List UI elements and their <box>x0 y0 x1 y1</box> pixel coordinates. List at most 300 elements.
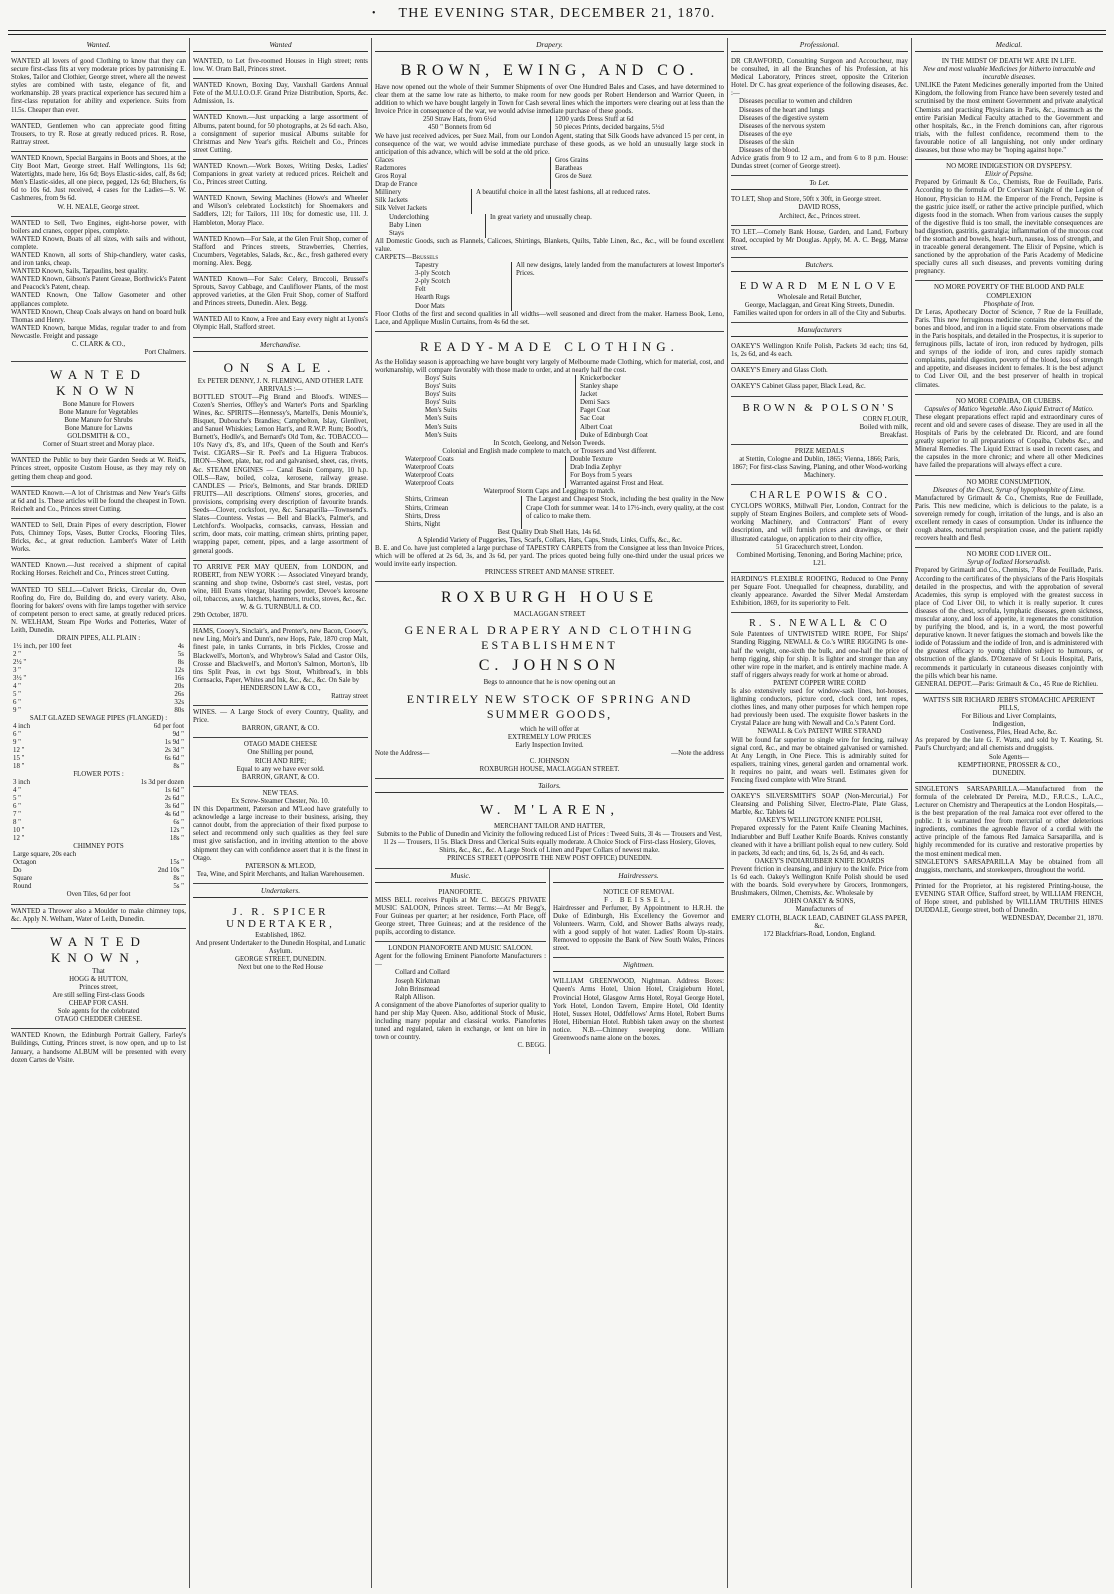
ad-text: EXTREMELY LOW PRICES <box>507 733 592 741</box>
ad-signature: Port Chalmers. <box>144 349 186 357</box>
ad-line: Established, 1862. <box>255 931 306 939</box>
ad-text: A Splendid Variety of Puggeries, Ties, Scarfs, Collars, Hats, Caps, Studs, Links, Cuffs, &c., &c. <box>417 536 682 544</box>
ad-powis <box>731 485 908 573</box>
boys-suits-list <box>375 375 724 407</box>
flower-pot-cell: 2s 6d " <box>164 795 184 803</box>
ad-text: Hairdresser and Perfumer, By Appointment to H.R.H. the Duke of Edinburgh, His Excellency the Governor and Volunteers. Warm, Cold, and Shower Baths always ready, with a good supply of hot water. Ladies' Room Up-stairs. Removed to opposite the Bank of New South Wales, Princes street. <box>553 904 724 953</box>
ad-signature: GOLDSMITH & CO., <box>67 433 130 441</box>
list-item: Men's Suits <box>425 431 458 439</box>
sewage-price-cell: 4 inch <box>13 723 31 731</box>
list-item: Boys' Suits <box>425 391 456 399</box>
list-item: Joseph Kirkman <box>395 977 440 985</box>
ad-line: And present Undertaker to the Dunedin Hospital, and Lunatic Asylum. <box>195 939 366 956</box>
ad-text: GENERAL DEPOT.—Paris: Grimault & Co., 45 Rue de Richlieu. <box>915 680 1098 688</box>
ad-text: WANTED, to Let five-roomed Houses in High street; rents low. W. Oram Ball, Princes street. <box>193 58 368 74</box>
ad-signature: Rattray street <box>331 693 368 700</box>
chimney-pot-cell: Do <box>13 867 22 875</box>
sewage-price-row <box>11 723 186 731</box>
ad-text: UNLIKE the Patent Medicines generally imported from the United Kingdom, the following from France have been severely tested and scrutinised by the most eminent Government and private analytical Chemists and practising Physicians in Paris, &c., inasmuch as the entire Parisian Medical Faculty attached to the Government and other hospitals, &c., in the French dominions can, after rigorous trials, with the fullest confidence, recommend them to the favourable notice of all languishing, not only under ordinary diseases, but those who may be "hoping against hope." <box>915 82 1103 155</box>
flower-pot-row <box>11 835 186 843</box>
ad-text: Sole Patentees of UNTWISTED WIRE ROPE, For Ships' Standing Rigging, NEWALL & Co.'s WIRE RIGGING Is one-half the weight, one-sixth the bulk, and one-half the price of hemp rigging, ship for ship. It is lighter and stronger than any other wire rope in the market, and is entirely machine made. A staff of riggers always ready for work at home or abroad. <box>731 631 908 679</box>
list-item: Diseases of the skin <box>739 138 794 146</box>
price-title: FLOWER POTS : <box>73 771 124 779</box>
ad-text: TO ARRIVE PER MAY QUEEN, from LONDON, and ROBERT, from NEW YORK :— Associated Vineyard brandy, scanning and shop twine, Osborne's cast steel, vestas, port wine, Hill Evans vinegar, blasting powder, Devoe's kerosene oil, tobaccos, axes, hatchets, hammers, trucks, stoves, &c., &c. <box>193 563 368 603</box>
ad-line: For Bilious and Liver Complaints, <box>961 713 1057 721</box>
ad-subtitle: Diseases of the Chest, Syrup of hypophosphite of Lime. <box>933 486 1085 494</box>
ad-vauxhall <box>193 79 368 111</box>
ad-text: WANTED a Thrower also a Moulder to make chimney tops, &c. Apply N. Welham, Water of Leith, Dunedin. <box>11 907 186 923</box>
ad-line: GEORGE STREET, DUNEDIN. <box>235 956 326 964</box>
ad-albums <box>193 111 368 159</box>
ad-title: LONDON PIANOFORTE AND MUSIC SALOON. <box>388 945 533 953</box>
chimney-pot-cell: 15s " <box>169 859 184 867</box>
carpets-title: CARPETS—Brussels <box>375 253 439 261</box>
list-item: 2-ply Scotch <box>415 278 451 286</box>
ad-text: Submits to the Public of Dunedin and Vicinity the following reduced List of Prices : Tweed Suits, 3l 4s — Trousers and Vest, 1l 2s — Trousers, 1l 5s. Black Dress and Clerical Suits equally moderate. A Choice Stock of First-class Hosiery, Gloves, Shirts, &c., &c., &c. A Large Stock of Linen and Paper Collars of newest make. <box>377 831 722 855</box>
list-item: Collard and Collard <box>395 969 450 977</box>
ad-signature: BARRON, GRANT, & CO. <box>241 773 320 781</box>
ad-line: That <box>92 967 105 975</box>
ad-text: WANTED All to Know, a Free and Easy every night at Lyons's Olympic Hall, Stafford street. <box>193 316 368 332</box>
ad-heading: ENTIRELY NEW STOCK OF SPRING AND SUMMER GOODS, <box>406 691 693 721</box>
ad-text: WANTED all lovers of good Clothing to know that they can secure first-class fits at very moderate prices by patronising E. Stokes, Tailor and Clothier, George street, where all the newest styles are combined with taste, elegance of fit, and workmanship. 28 years practical experience has secured him a first-class reputation for ability and experience. Suits from 1l.5s. Cheaper than ever. <box>11 58 186 114</box>
column-2 <box>190 38 372 1588</box>
column-3 <box>372 38 728 1588</box>
list-item: Silk Velvet Jackets <box>375 205 427 213</box>
flower-pot-cell: 4 " <box>13 787 21 795</box>
ad-line: Equal to any we have ever sold. <box>236 765 325 773</box>
ad-text: WANTED Known.—Just unpacking a large assortment of Albums, patent bound, for 50 photographs, at 2s 6d each. Also, a consignment of superior musical Albums suitable for Christmas and New Year's gifts. Reichelt and Co., Princes street Cutting. <box>193 114 368 154</box>
ad-to-arrive <box>193 561 368 626</box>
section-heading-undertakers: Undertakers. <box>193 884 368 898</box>
ad-subtitle: Ex Screw-Steamer Chester, No. 10. <box>231 797 330 805</box>
flower-pot-cell: 12 " <box>13 835 25 843</box>
ad-crawford <box>731 55 908 176</box>
ad-text: MISS BELL receives Pupils at Mr C. BEGG'S PRIVATE MUSIC SALOON, Princes street. Terms:—At Mr Begg's, Four Guineas per quarter; at her residence, Forth Place, off George street, Three Guineas; and at the residence of the pupils, according to distance. <box>375 896 546 937</box>
ad-hams <box>193 625 368 706</box>
ad-text: WANTED Known.—Work Boxes, Writing Desks, Ladies' Companions in great variety at reduced prices. Reichelt and Co., Princes street Cutting. <box>193 162 368 187</box>
flower-pot-row <box>11 819 186 827</box>
chimney-pot-cell: Square <box>13 875 33 883</box>
list-item: Glaces <box>375 156 394 164</box>
ad-title: NO MORE COPAIBA, OR CUBEBS. <box>955 397 1063 405</box>
ad-ready-made-clothing <box>375 332 724 583</box>
list-item: Sac Coat <box>580 415 605 423</box>
sewage-price-row <box>11 763 186 771</box>
ad-text: WANTED Known, all sorts of Ship-chandlery, water casks, and iron tanks, cheap. <box>11 251 186 268</box>
list-item: Bone Manure for Vegetables <box>59 409 138 417</box>
ad-address: PRINCESS STREET AND MANSE STREET. <box>484 569 615 577</box>
list-item: Shirts, Crimean <box>405 496 449 504</box>
ad-signature: W. & G. TURNBULL & CO. <box>239 604 322 612</box>
ad-spicer <box>193 901 368 976</box>
flower-pot-cell: 18s " <box>169 835 184 843</box>
ad-oakey-soap <box>731 790 908 943</box>
ad-name: F. BEISSEL, <box>604 896 673 904</box>
list-item: Shirts, Crimean <box>405 504 449 512</box>
ad-signature: BARRON, GRANT, & CO. <box>241 725 320 733</box>
ad-goldsmith <box>11 362 186 454</box>
ad-line: Costiveness, Piles, Head Ache, &c. <box>960 729 1058 737</box>
ad-olympic-hall <box>193 313 368 337</box>
ad-line: Boiled with milk, <box>859 423 908 431</box>
note-left: Note the Address— <box>375 749 430 757</box>
list-item: 50 pieces Prints, decided bargains, 5½d <box>555 124 664 132</box>
list-item: Boys' Suits <box>425 383 456 391</box>
drain-price-cell: 4 " <box>13 683 21 691</box>
ad-consumption <box>915 476 1103 549</box>
ad-text: We have just received advices, per Suez Mail, from our London Agent, stating that Silk Goods have advanced 15 per cent, in consequence of the war, we would advise immediate purchase of these goods, as we hold an unusually large stock in anticipation of this advance, which will be sold at the old price. <box>375 132 724 156</box>
ad-text: WANTED, Gentlemen who can appreciate good fitting Trousers, to try R. Rose at greatly reduced prices. R. Rose, Rattray street. <box>11 122 186 146</box>
ad-text: DR CRAWFORD, Consulting Surgeon and Accoucheur, may be consulted, in all the Branches of his Profession, at his Medical Laboratory, Princes street, opposite the Criterion Hotel. Dr C. has great experience of the following diseases, &c. :— <box>731 58 908 98</box>
ad-oakey-polish <box>731 340 908 364</box>
ad-glen-fruit <box>193 233 368 273</box>
drain-price-row <box>11 643 186 651</box>
ad-text: WANTED Known, barque Midas, regular trader to and from Newcastle. Freight and passage <box>11 324 186 340</box>
list-item: Gros Royal <box>375 173 407 181</box>
flower-pot-cell: 10 " <box>13 827 25 835</box>
drain-price-cell: 20s <box>174 683 184 691</box>
section-heading-tailors: Tailors. <box>375 779 724 793</box>
ad-title: NO MORE COD LIVER OIL. <box>966 551 1052 559</box>
music-hair-row <box>375 869 724 1055</box>
list-item: 450 " Bonnets from 6d <box>428 124 491 132</box>
ad-text: Dr Leras, Apothecary Doctor of Science, 7 Rue de la Feuillade, Paris. This new ferruginous medicine contains the elements of the bones and blood, and iron in a liquid state. From observations made in the Paris hospitals, and detailed in the Prospectus, it is superior to ferruginous pills, lactate of iron, iron reduced by hydrogen, pills and syrups of the iodide of iron, and cures rapidly stomach complaints, painful digestion, poverty of the blood, loss of strength and appetite, and diseases incident to females. It is the best adjunct to Cod Liver Oil, and the best preserver of health in tropical climates. <box>915 308 1103 389</box>
list-item: 3-ply Scotch <box>415 270 451 278</box>
ad-brown-ewing <box>375 55 724 332</box>
ad-signature: C. BEGG. <box>517 1042 546 1050</box>
ad-line: Breakfast. <box>879 431 908 439</box>
drain-price-cell: 6 " <box>13 699 21 707</box>
silk-list <box>375 157 724 189</box>
list-item: Door Mats <box>415 302 445 310</box>
section-heading-to-let: To Let. <box>731 176 908 190</box>
flower-pot-cell: 5 " <box>13 795 21 803</box>
ad-title: ON SALE. <box>223 359 338 375</box>
sewage-price-row <box>11 731 186 739</box>
ad-clark-group <box>11 217 186 363</box>
ad-new-teas <box>193 787 368 884</box>
waterproof-list <box>375 456 724 488</box>
ad-text: Best Quality Drab Shell Hats, 14s 6d. <box>497 528 602 536</box>
ad-signature: C. CLARK & CO., <box>71 341 126 348</box>
ad-wines <box>193 706 368 738</box>
chimney-pot-row <box>11 859 186 867</box>
ad-title: IN THE MIDST OF DEATH WE ARE IN LIFE. <box>941 58 1077 65</box>
ad-address: 51 Gracechurch street, London. <box>775 543 864 551</box>
ad-title: J. R. SPICER UNDERTAKER, <box>226 905 335 930</box>
ad-text: Early Inspection Invited. <box>515 741 584 749</box>
ad-brown-polson <box>731 397 908 445</box>
masthead-rule-top <box>8 30 1106 31</box>
ad-roxburgh-house <box>375 582 724 779</box>
ad-text: WANTED Known, Boxing Day, Vauxhall Gardens Annual Fete of the M.U.I.O.O.F. Grand Prize Distribution, Sports, &c. Admission, 1s. <box>193 82 368 106</box>
ad-line: OTAGO CHEDDER CHEESE. <box>54 1016 143 1024</box>
list-item: Men's Suits <box>425 415 458 423</box>
ad-text: Have now opened out the whole of their Summer Shipments of over One Hundred Bales and Cases, and have determined to clear them at the same low rate as hitherto, to make room for new goods per Robert Henderson and Warrior Queen, in addition to which we have bought largely in Town for Cash several lines which the importers were clearing out at less than the Invoice Price in consequence of the war, we would advise inmediate purchase of these goods. <box>375 84 724 116</box>
chimney-pot-cell: 5s " <box>173 883 184 891</box>
ad-title: EDWARD MENLOVE <box>739 279 900 292</box>
ad-subtitle: NEWALL & Co's PATENT WIRE STRAND <box>757 728 882 736</box>
ad-text: SINGLETON'S SARSAPARILLA.—Manufactured from the formula of the celebrated Dr Pereira, M.D., F.R.C.S., L.A.C., Lecturer on Chemistry and Therapeutics at the London Hospitals,—is the best preparation of the real Jamaica root ever offered to the public. It is warranted free from mercurial or other deleterious ingredients, combines the agreeable flavor of a cordial with the active principle of the famous Red Jamaica Sarsaparilla, and is highly recommended for its curative and restorative properties by the most eminent medical men. <box>915 785 1103 858</box>
ad-text: WANTED Known, the Edinburgh Portrait Gallery, Farley's Buildings, Cutting, Princes street, is now open, and up to 1st January, a handsome ALBUM will be presented with every dozen Cartes de Visite. <box>11 1032 186 1064</box>
list-item: Drap de France <box>375 181 418 189</box>
list-item: 250 Straw Hats, from 6½d <box>422 116 497 124</box>
ad-text: WANTED Known, Boats of all sizes, with sails and without, complete. <box>11 235 186 251</box>
ad-list <box>11 401 186 433</box>
ad-address: ROXBURGH HOUSE, MACLAGGAN STREET. <box>479 766 620 773</box>
list-item: Waterproof Coats <box>405 464 454 472</box>
list-item: Bone Manure for Flowers <box>62 401 135 409</box>
drain-price-cell: 9 " <box>13 707 21 715</box>
ad-text: Begs to announce that he is now opening out an <box>483 679 616 687</box>
masthead-title: THE EVENING STAR, DECEMBER 21, 1870. <box>398 6 716 21</box>
section-heading-wanted: Wanted <box>193 38 368 52</box>
ad-text: WANTED Known, Gibson's Patent Grease, Borthwick's Patent and Peacock's Patent, cheap. <box>11 276 186 292</box>
ad-signature: Architect, &c., Princes street. <box>778 212 861 220</box>
flower-pot-cell: 6s " <box>173 819 184 827</box>
ad-text: HARDING'S FLEXIBLE ROOFING, Reduced to One Penny per Square Foot. Unequalled for cheapness, durability, and cleanly appearance. Awarded the Silver Medal Amsterdam Exhibition, 1869, for its superiority to Felt. <box>731 575 908 608</box>
sewage-price-row <box>11 755 186 763</box>
section-heading-wanted: Wanted. <box>11 38 186 52</box>
ad-text: WANTED Known—For Sale: Celery, Broccoli, Brussel's Sprouts, Savoy Cabbage, and Cauliflower Plants, of the most approved varieties, at the Glen Fruit Shop, corner of Stafford and Princes streets, Dunedin. Alex. Begg. <box>193 275 368 308</box>
drain-price-cell: 5 " <box>13 691 21 699</box>
ad-text: Families waited upon for orders in all of the City and Suburbs. <box>733 310 906 318</box>
ad-text: HAMS, Cooey's, Sinclair's, and Prenter's, new Bacon, Cooey's, new Ling, Moir's and Dunn's, new Hops, Pale, 1870 crop Malt, finest pale, in tanks Currants, in brls Pickles, Crosse and Blackwell's, Morton's, and Whybrow's Salad and Castor Oils, Crosse and Blackwell's, and Morton's Salmon, Morton's, 1lb tins Split Peas, in cwt bgs Stout, Whitbread's, in bbls Cornsacks, Paper, Whites and Ink, &c., &c., &c. On Sale by <box>193 628 368 684</box>
drain-price-cell: 5s <box>177 651 184 659</box>
ad-title: BROWN & POLSON'S <box>742 401 897 414</box>
ad-signature: Corner of Stuart street and Moray place. <box>42 441 155 449</box>
ad-signature: HENDERSON LAW & CO., <box>240 684 321 692</box>
list-item: Boys' Suits <box>425 399 456 407</box>
ad-title: WANTED KNOWN <box>50 367 147 399</box>
list-item: Diseases of the nervous system <box>739 122 826 130</box>
list-item: Warranted against Frost and Heat. <box>570 480 664 488</box>
ad-text: CYCLOPS WORKS, Millwall Pier, London, Contract for the supply of Steam Engines Boilers, and complete sets of Wood-working Machinery, and Contractors' Plant of every description, and will furnish prices and drawings, or their illustrated catalogue, on application to their city office, <box>731 503 908 543</box>
ad-text: Colonial and English made complete to match, or Trousers and Vest different. <box>442 447 657 455</box>
ad-subtitle: Elixir of Pepsine. <box>984 171 1034 179</box>
ad-text: WANTED Known.—A lot of Christmas and New Year's Gifts at 6d and 1s. These articles will be found the cheapest in Town. Reichelt and Co., Princes street Cutting. <box>11 489 186 513</box>
flower-pot-cell: 1s 6d " <box>164 787 184 795</box>
ad-text: WANTED the Public to buy their Garden Seeds at W. Reid's, Princes street, opposite Custom House, as they may rely on getting them cheap and good. <box>11 457 186 481</box>
list-item: Men's Suits <box>425 407 458 415</box>
ad-pianoforte <box>375 886 546 943</box>
ad-shop-to-let <box>731 193 908 225</box>
ad-text: which he will offer at <box>519 725 580 733</box>
ad-text: Prepared by Grimault and Co., Chemists, 7 Rue de Feuillade, Paris. According to the certificates of the physicians of the Paris Hospitals detailed in the prospectus, and with the approbation of several Academies, this syrup is employed with the greatest success in place of Cod Liver Oil, to which it is really superior. It cures diseases of the chest, scrofula, lymphatic diseases, green sickness, muscular atony, and loss of appetite, it regenerates the constitution by purifying the blood, and is, in a word, the most powerful depurative known. It never fatigues the stomach and bowels like the iodide of Potassium and the iodide of Iron, and is administered with the greatest efficacy to young children subject to humours, or obstruction of the glands. D'Ozenave of St Louis Hospital, Paris, recommends it particularly in cutaneous diseases conjointly with the pills which bear his name. <box>915 567 1103 680</box>
masthead <box>0 6 1114 28</box>
list-item: Diseases of the blood. <box>739 147 800 155</box>
flower-pot-table <box>11 779 186 843</box>
ad-text: WANTED TO SELL.—Culvert Bricks, Circular do, Oven Roofing do, Fire do, Building do, and every variety. Also, flooring for bakers' ovens with fire lamps together with service of competent person to erect same, at greatly reduced prices. N. WELHAM, Steam Pipe Works and Potteries, Water of Leith, Dunedin. <box>11 586 186 634</box>
drain-price-row <box>11 667 186 675</box>
ad-oram-ball <box>193 55 368 79</box>
list-item: For Boys from 5 years <box>570 472 633 480</box>
chimney-pot-cell: Octagon <box>13 859 37 867</box>
sewage-price-cell: 8s " <box>173 763 184 771</box>
list-item: Baratheas <box>555 164 583 172</box>
ad-text: WANTED to Sell, Two Engines, eight-horse power, with boilers and cranes, copper pipes, complete. <box>11 219 186 235</box>
list-note: All new designs, lately landed from the manufacturers at lowest Importer's Prices. <box>516 262 724 278</box>
ad-subtitle: Ex PETER DENNY, J. N. FLEMING, AND OTHER LATE ARRIVALS :— <box>197 377 364 393</box>
ad-hogg-hutton <box>11 929 186 1030</box>
imprint-text: Printed for the Proprietor, at his registered Printing-house, the EVENING STAR Office, Stafford street, by WILLIAM FRENCH, of Hope street, and published by WILLIAM TRUTHIS HINES DUDDALE, George street, both of Dunedin. <box>915 882 1103 915</box>
list-item: Millinery <box>375 189 402 197</box>
ad-text: B. E. and Co. have just completed a large purchase of TAPESTRY CARPETS from the Consignee at less than Invoice Prices, which will be offered at 2s 6d, 3s, and 3s 6d, per yard. The prices quoted being fully one-third under the usual prices we would invite early inspection. <box>375 544 724 569</box>
flower-pot-row <box>11 795 186 803</box>
drain-price-cell: 2½ " <box>13 659 27 667</box>
ad-text: WANTED Known, Sails, Tarpaulins, best quality. <box>11 268 148 276</box>
sewage-price-cell: 12 " <box>13 747 25 755</box>
section-heading-drapery: Drapery. <box>375 38 724 52</box>
underclothing-list <box>375 214 724 238</box>
list-item: 1200 yards Dress Stuff at 6d <box>555 116 634 124</box>
chimney-pot-cell: 8s " <box>173 875 184 883</box>
list-item: Knickerbocker <box>580 375 621 382</box>
flower-pot-cell: 7 " <box>13 811 21 819</box>
section-heading-manufacturers: Manufacturers <box>731 323 908 337</box>
list-note: In great variety and unusually cheap. <box>490 213 592 221</box>
drain-price-row <box>11 683 186 691</box>
ad-subtitle: Capsules of Matico Vegetable. Also Liquid Extract of Matico. <box>924 405 1094 413</box>
ad-menlove <box>731 275 908 323</box>
ad-title: OTAGO MADE CHEESE <box>243 741 318 749</box>
sewage-price-row <box>11 739 186 747</box>
ad-portrait-gallery <box>11 1029 186 1068</box>
drain-price-cell: 16s <box>174 675 184 683</box>
ad-text: WANTED Known, One Tallow Gasometer and other appliances complete. <box>11 292 186 308</box>
ad-singleton <box>915 783 1103 880</box>
ad-text: OAKEY'S SILVERSMITH'S SOAP (Non-Mercurial,) For Cleansing and Polishing Silver, Electro-Plate, Plate Glass, Marble, &c. Tablets 6d <box>731 793 908 817</box>
ad-mlaren <box>375 796 724 868</box>
ad-comely-bank <box>731 226 908 258</box>
ad-text: As prepared by the late G. F. Watts, and sold by T. Keating, St. Paul's Churchyard; and all chemists and druggists. <box>915 737 1103 753</box>
bargain-list <box>375 116 724 132</box>
list-item: Diseases of the eye <box>739 130 792 138</box>
ad-newall <box>731 613 908 790</box>
list-item: John Brinsmead <box>395 985 440 993</box>
ad-subtitle: OAKEY'S WELLINGTON KNIFE POLISH, <box>756 817 883 825</box>
ad-heading: GENERAL DRAPERY AND CLOTHING ESTABLISHMENT <box>404 623 695 653</box>
sewage-price-cell: 6d per foot <box>153 723 184 731</box>
note-right: —Note the address <box>671 749 724 757</box>
list-item: Baby Linen <box>389 221 422 229</box>
ad-title: W. M'LAREN, <box>479 803 620 819</box>
list-item: Demi Sacs <box>580 399 610 407</box>
section-heading-music: Music. <box>375 869 546 883</box>
chimney-pot-row <box>11 851 186 859</box>
ad-address: 172 Blackfriars-Road, London, England. <box>763 930 876 938</box>
ad-welham <box>11 584 186 905</box>
list-item: Underclothing <box>389 213 429 221</box>
ad-text: WANTED Known—For Sale, at the Glen Fruit Shop, corner of Stafford and Princes streets, Strawberries, Cherries, Cucumbers, Vegetables, Salads, &c., &c., fresh gathered every morning. Alex. Begg. <box>193 235 368 267</box>
ad-line: Sole Agents— <box>988 753 1029 761</box>
flower-pot-cell: 1s 3d per dozen <box>140 779 184 787</box>
ad-text: at Stettin, Cologne and Dublin, 1865; Vienna, 1866; Paris, 1867; For first-class Sawing, Planing, and other Wood-working Machinery. <box>732 455 907 480</box>
drain-price-cell: 12s <box>174 667 184 675</box>
ad-signature: KEMPTHORNE, PROSSER & CO., <box>957 761 1061 769</box>
chimney-pot-row <box>11 883 186 891</box>
sewage-price-cell: 1s 9d " <box>164 739 184 747</box>
ad-phosphate-iron <box>915 281 1103 394</box>
ad-line: One Shilling per pound, <box>247 749 314 757</box>
ad-address: George, Maclaggan, and Great King Streets, Dunedin. <box>744 301 895 309</box>
list-item: Bone Manure for Lawns <box>64 425 133 433</box>
ad-text: TO LET, Shop and Store, 50ft x 30ft, in George street. <box>731 196 882 204</box>
flower-pot-row <box>11 803 186 811</box>
flower-pot-cell: 8 " <box>13 819 21 827</box>
masthead-rule-bottom <box>8 34 1106 35</box>
list-item: Silk Jackets <box>375 197 408 205</box>
ad-watts-pills <box>915 694 1103 783</box>
ad-text: A consignment of the above Pianofortes of superior quality to hand per ship May Queen. Also, additional Stock of Music, including many popular and classical works. Pianofortes tuned and regulated, taken in exchange, or lent on hire in town or country. <box>375 1001 546 1042</box>
ad-midst <box>915 55 1103 160</box>
ad-text: IN this Department, Paterson and M'Leod have gratefully to acknowledge a large increase to their business, arising, they cannot doubt, from the appreciation of their fixed purpose to select and recommend only such qualities as they feel sure must give satisfaction, and in inviting attention to the above shipment they can with confidence assert that it is the finest in Otago. <box>193 806 368 862</box>
sewage-price-cell: 6s 6d " <box>164 755 184 763</box>
section-heading-medical: Medical. <box>915 38 1103 52</box>
ad-text: BOTTLED STOUT—Pig Brand and Blood's. WINES—Cozen's Sherries, Offley's and Warter's Ports and Sparkling Wines, &c. SPIRITS—Hennessy's, Martell's, Denis Mounie's, Bisquet, Dubouche's Brandies; Campbelton, Islay, Glenlivet, and Sanuel Whiskies; Lemon Hart's, and R.W.P. Rum; Booth's, Burnett's, Hodlle's, and Bernard's Old Tom, &c. TOBACCO—10's Navy d's, 8's, and 10's, Queen of the South and Kerr's Twist. CIGARS—Sir R. Peel's and La Higuera Trabucos. IRON—Sheet, plate, bar, rod and galvanised, sheet, cas, rivets, &c. STEAM ENGINES — Canal Basin Company, 10 h.p. OILS—Raw, boiled, colza, kerosene, railway grease. CANDLES — Price's, Belmonts, and Star brands. DRIED FRUITS—All descriptions. Oilmens' stores, groceries, and provisions, comprising every description of favourite brands. Seeds—Clover, cocksfoot, rye, &c. Sarsaparilla—Townsend's. Slates—Countess. Vestas — Bell and Black's, Palmer's, and Letchford's. Woolpacks, cornsacks, canvass, Hessian and scrim, door mats, coir matting, crimean shirts, printing paper, wrapping paper, cement, pipes, and a large assortment of general goods. <box>193 393 368 555</box>
ad-text: TO LET.—Comely Bank House, Garden, and Land, Forbury Road, occupied by Mr Douglas. Apply, M. A. C. Begg, Manse street. <box>731 228 908 252</box>
ad-address: PRINCES STREET (OPPOSITE THE NEW POST OFFICE) DUNEDIN. <box>447 855 652 863</box>
music-column <box>375 869 550 1055</box>
list-item: Hearth Rugs <box>415 294 450 302</box>
drain-price-cell: 32s <box>174 699 184 707</box>
drain-price-cell: 2 " <box>13 651 21 659</box>
section-heading-professional: Professional. <box>731 38 908 52</box>
ad-signature: Tea, Wine, and Spirit Merchants, and Italian Warehousemen. <box>196 870 365 878</box>
column-5 <box>912 38 1106 1588</box>
ad-text: Advice gratis from 9 to 12 a.m., and from 6 to 8 p.m. House: Dundas street (corner of George street). <box>731 155 908 171</box>
ad-date: 29th October, 1870. <box>193 612 248 620</box>
ad-text: SINGLETON'S SARSAPARILLA May be obtained from all druggists, merchants, and storekeepers, throughout the world. <box>915 858 1103 874</box>
flower-pot-cell: 6 " <box>13 803 21 811</box>
ad-text: Floor Cloths of the first and second qualities in all widths—well seasoned and direct from the maker. Harness Book, Leno, Lace, and Applique Muslin Curtains, from 4s 6d the set. <box>375 310 724 326</box>
sewage-price-table <box>11 723 186 771</box>
list-item: Shirts, Dress <box>405 512 441 520</box>
ad-rocking-horses <box>11 559 186 583</box>
ad-rose <box>11 120 186 152</box>
list-item: Waterproof Coats <box>405 455 454 463</box>
ad-title: NO MORE CONSUMPTION, <box>966 478 1052 486</box>
chimney-pot-row <box>11 875 186 883</box>
ad-text: WILLIAM GREENWOOD, Nightman. Address Boxes: Queen's Arms Hotel, Union Hotel, Craigieburn Hotel, Provincial Hotel, Glasgow Arms Hotel, Royal George Hotel, York Hotel, London Tavern, Empire Hotel, Old Identity Hotel, Sussex Hotel, Oddfellows' Arms Hotel, Robert Burns Hotel, Hibernian Hotel. Rubbish taken away on the shortest notice. N.B.—Chimney sweeping done. William Greenwood's name alone on the boxes. <box>553 978 724 1042</box>
ad-plants <box>193 273 368 313</box>
price-title: SALT GLAZED SEWAGE PIPES (FLANGED) : <box>29 715 168 723</box>
ad-text: Manufactured by Grimault & Co., Chemists, Rue de Feuillade, Paris. This new medicine, which is delicious to the palate, is a sovereign remedy for cough, irritation of the lungs, and is also an excellent remedy in cases of consumption. Under its influence the cough abates, nocturnal perspiration cease, and the patient rapidly recovers health and flesh. <box>915 494 1103 543</box>
list-item: Paget Coat <box>580 407 611 415</box>
ad-prize-medals <box>731 445 908 485</box>
drain-price-table <box>11 643 186 715</box>
ad-line: HOGG & HUTTON, <box>69 975 128 983</box>
chimney-pot-cell: 2nd 10s " <box>157 867 184 875</box>
sewage-price-cell: 9d " <box>172 731 184 739</box>
flower-pot-cell: 3 inch <box>13 779 31 787</box>
drain-price-cell: 80s <box>174 707 184 715</box>
drain-price-row <box>11 699 186 707</box>
ad-subtitle: Syrup of Iodized Horseradish. <box>967 559 1051 567</box>
list-item: Radzmores <box>375 164 406 172</box>
sewage-price-cell: 6 " <box>13 731 21 739</box>
drain-price-cell: 1½ inch, per 100 feet <box>13 643 72 651</box>
ad-reichelt-gifts <box>11 487 186 519</box>
ad-text: WANTED Known, Cheap Coals always on hand on board hulk Thomas and Henry. <box>11 308 186 324</box>
chimney-pot-cell <box>132 851 186 859</box>
ad-text: Is also extensively used for window-sash lines, hot-houses, lightning conductors, picture cord, clock cord, tent ropes, clothes lines, and many other purposes for which hempen rope had previously been used. The exquisite flower baskets in the Crystal Palace are hung with Newall and Co.'s Patent Cord. <box>731 687 908 728</box>
ad-title: NO MORE INDIGESTION OR DYSPEPSY. <box>946 163 1072 171</box>
ad-text: OAKEY'S Wellington Knife Polish, Packets 3d each; tins 6d, 1s, 2s 6d, and 4s each. <box>731 343 908 359</box>
flower-pot-cell: 3s 6d " <box>164 803 184 811</box>
list-item: Tapestry <box>415 262 439 270</box>
